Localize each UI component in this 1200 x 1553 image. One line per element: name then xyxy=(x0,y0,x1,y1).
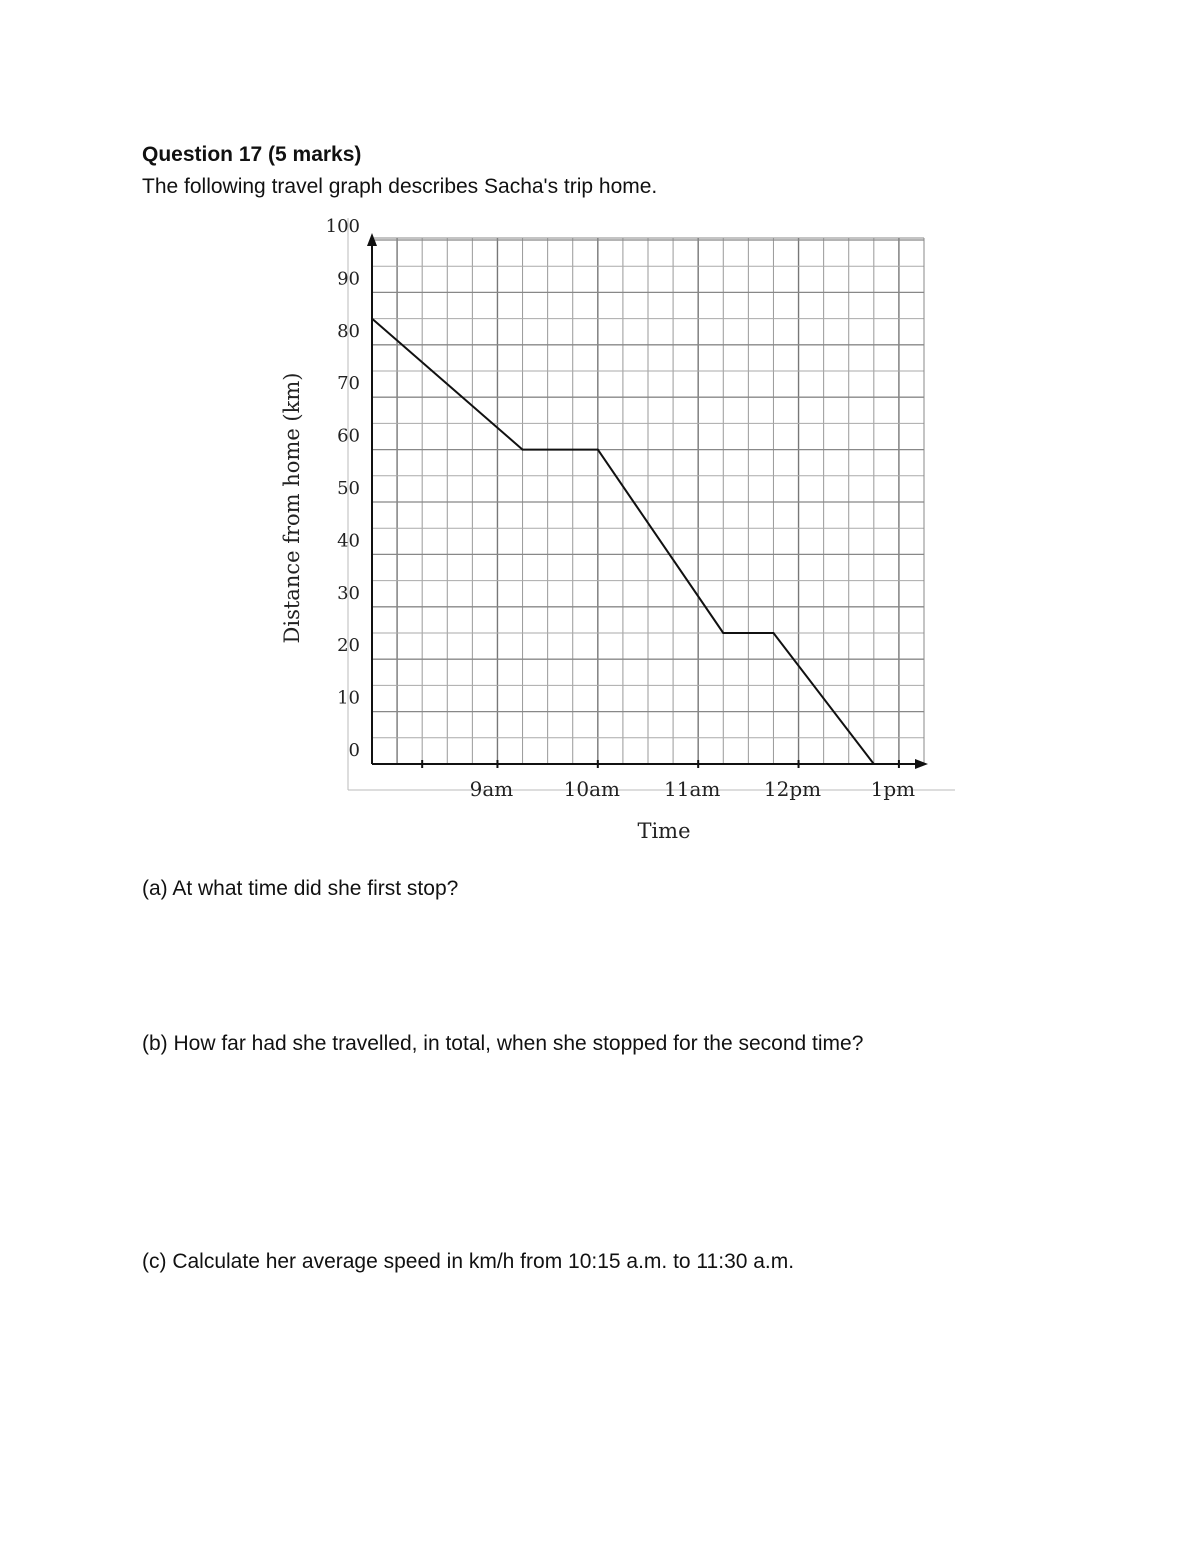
y-tick-label: 30 xyxy=(337,582,360,604)
x-tick-label: 10am xyxy=(563,777,620,801)
question-title: Question 17 (5 marks) xyxy=(142,143,362,166)
y-tick-label: 70 xyxy=(337,373,360,395)
question-intro: The following travel graph describes Sacha's trip home. xyxy=(142,175,658,198)
y-tick-label: 40 xyxy=(337,530,360,552)
y-tick-label: 0 xyxy=(348,740,360,761)
question-part-c: (c) Calculate her average speed in km/h from 10:15 a.m. to 11:30 a.m. xyxy=(142,1250,795,1273)
series-segment xyxy=(598,450,723,633)
question-part-a: (a) At what time did she first stop? xyxy=(142,877,459,900)
y-tick-label: 60 xyxy=(337,425,360,447)
y-tick-label: 80 xyxy=(337,320,360,342)
chart-frame xyxy=(348,218,955,790)
y-tick-label: 10 xyxy=(337,687,360,709)
y-tick-label: 20 xyxy=(337,635,360,657)
y-tick-label: 90 xyxy=(337,268,360,290)
x-tick-label: 11am xyxy=(664,777,721,801)
x-tick-label: 9am xyxy=(469,777,514,801)
y-axis-label: Distance from home (km) xyxy=(280,372,304,644)
y-tick-label: 50 xyxy=(337,478,360,499)
x-tick-labels xyxy=(470,777,916,801)
x-axis-label: Time xyxy=(637,819,691,843)
x-axis-arrow xyxy=(915,759,928,769)
x-tick-label: 12pm xyxy=(763,777,822,801)
y-tick-label: 100 xyxy=(325,216,360,237)
y-tick-labels xyxy=(326,216,360,761)
question-part-b: (b) How far had she travelled, in total, when she stopped for the second time? xyxy=(142,1032,864,1055)
chart-grid xyxy=(372,238,924,764)
x-tick-label: 1pm xyxy=(870,777,916,801)
